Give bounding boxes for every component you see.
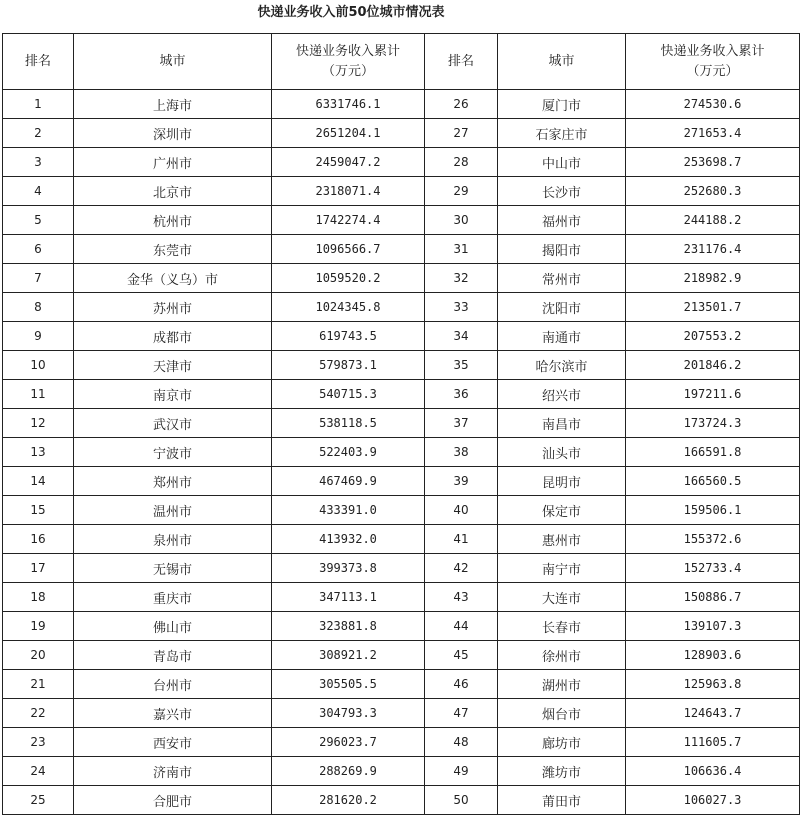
income-cell: 540715.3 <box>272 380 425 409</box>
city-cell: 揭阳市 <box>498 235 626 264</box>
table-row <box>3 670 800 699</box>
table-row <box>3 786 800 815</box>
rank-cell: 42 <box>425 554 498 583</box>
city-cell: 天津市 <box>74 351 272 380</box>
income-cell: 207553.2 <box>626 322 800 351</box>
city-cell: 温州市 <box>74 496 272 525</box>
table-row <box>3 322 800 351</box>
rank-cell: 6 <box>3 235 74 264</box>
income-cell: 347113.1 <box>272 583 425 612</box>
rank-cell: 7 <box>3 264 74 293</box>
rank-cell: 36 <box>425 380 498 409</box>
rank-cell: 29 <box>425 177 498 206</box>
city-cell: 重庆市 <box>74 583 272 612</box>
table-row <box>3 177 800 206</box>
city-cell: 潍坊市 <box>498 757 626 786</box>
table-row <box>3 235 800 264</box>
city-cell: 石家庄市 <box>498 119 626 148</box>
rank-cell: 11 <box>3 380 74 409</box>
table-row <box>3 409 800 438</box>
income-cell: 106636.4 <box>626 757 800 786</box>
header-income-right <box>626 34 800 90</box>
rank-cell: 41 <box>425 525 498 554</box>
city-cell: 廊坊市 <box>498 728 626 757</box>
city-cell: 昆明市 <box>498 467 626 496</box>
city-cell: 上海市 <box>74 90 272 119</box>
income-cell: 173724.3 <box>626 409 800 438</box>
city-cell: 惠州市 <box>498 525 626 554</box>
city-cell: 杭州市 <box>74 206 272 235</box>
city-cell: 哈尔滨市 <box>498 351 626 380</box>
rank-cell: 27 <box>425 119 498 148</box>
table-row <box>3 699 800 728</box>
income-cell: 2318071.4 <box>272 177 425 206</box>
rank-cell: 35 <box>425 351 498 380</box>
header-rank-left: 排名 <box>3 34 74 90</box>
city-cell: 青岛市 <box>74 641 272 670</box>
city-cell: 苏州市 <box>74 293 272 322</box>
header-income-line2: （万元） <box>321 63 374 79</box>
rank-cell: 25 <box>3 786 74 815</box>
city-cell: 南昌市 <box>498 409 626 438</box>
rank-cell: 9 <box>3 322 74 351</box>
rank-cell: 8 <box>3 293 74 322</box>
header-income-left <box>272 34 425 90</box>
city-cell: 武汉市 <box>74 409 272 438</box>
rank-cell: 23 <box>3 728 74 757</box>
income-cell: 166591.8 <box>626 438 800 467</box>
city-cell: 济南市 <box>74 757 272 786</box>
income-cell: 2459047.2 <box>272 148 425 177</box>
income-cell: 467469.9 <box>272 467 425 496</box>
rank-cell: 15 <box>3 496 74 525</box>
city-cell: 广州市 <box>74 148 272 177</box>
income-cell: 579873.1 <box>272 351 425 380</box>
rank-cell: 3 <box>3 148 74 177</box>
income-cell: 128903.6 <box>626 641 800 670</box>
city-cell: 沈阳市 <box>498 293 626 322</box>
city-cell: 嘉兴市 <box>74 699 272 728</box>
table-row <box>3 264 800 293</box>
income-cell: 1096566.7 <box>272 235 425 264</box>
rank-cell: 16 <box>3 525 74 554</box>
rank-cell: 17 <box>3 554 74 583</box>
rank-cell: 14 <box>3 467 74 496</box>
page-title: 快递业务收入前50位城市情况表 <box>257 5 445 20</box>
table-row <box>3 380 800 409</box>
city-cell: 中山市 <box>498 148 626 177</box>
city-cell: 南宁市 <box>498 554 626 583</box>
income-cell: 252680.3 <box>626 177 800 206</box>
income-cell: 231176.4 <box>626 235 800 264</box>
rank-cell: 33 <box>425 293 498 322</box>
city-cell: 佛山市 <box>74 612 272 641</box>
city-cell: 烟台市 <box>498 699 626 728</box>
city-cell: 东莞市 <box>74 235 272 264</box>
income-cell: 619743.5 <box>272 322 425 351</box>
table-row <box>3 438 800 467</box>
income-cell: 281620.2 <box>272 786 425 815</box>
city-cell: 无锡市 <box>74 554 272 583</box>
income-cell: 218982.9 <box>626 264 800 293</box>
city-cell: 成都市 <box>74 322 272 351</box>
city-cell: 福州市 <box>498 206 626 235</box>
rank-cell: 50 <box>425 786 498 815</box>
income-cell: 1059520.2 <box>272 264 425 293</box>
header-income-line2: （万元） <box>686 63 739 79</box>
income-cell: 433391.0 <box>272 496 425 525</box>
income-cell: 197211.6 <box>626 380 800 409</box>
table-row <box>3 583 800 612</box>
rank-cell: 26 <box>425 90 498 119</box>
rank-cell: 19 <box>3 612 74 641</box>
income-cell: 155372.6 <box>626 525 800 554</box>
header-income-line1: 快递业务收入累计 <box>295 43 400 59</box>
rank-cell: 44 <box>425 612 498 641</box>
rank-cell: 31 <box>425 235 498 264</box>
rank-cell: 46 <box>425 670 498 699</box>
income-cell: 125963.8 <box>626 670 800 699</box>
table-row <box>3 728 800 757</box>
table-row <box>3 641 800 670</box>
income-cell: 152733.4 <box>626 554 800 583</box>
table-row <box>3 90 800 119</box>
rank-cell: 10 <box>3 351 74 380</box>
header-income-line1: 快递业务收入累计 <box>660 43 765 59</box>
table-row <box>3 293 800 322</box>
rank-cell: 48 <box>425 728 498 757</box>
income-cell: 6331746.1 <box>272 90 425 119</box>
header-rank-right: 排名 <box>425 34 498 90</box>
rank-cell: 2 <box>3 119 74 148</box>
city-income-table <box>2 33 800 815</box>
city-cell: 保定市 <box>498 496 626 525</box>
city-cell: 常州市 <box>498 264 626 293</box>
header-city-right: 城市 <box>498 34 626 90</box>
city-cell: 汕头市 <box>498 438 626 467</box>
income-cell: 288269.9 <box>272 757 425 786</box>
city-cell: 南京市 <box>74 380 272 409</box>
income-cell: 323881.8 <box>272 612 425 641</box>
rank-cell: 28 <box>425 148 498 177</box>
income-cell: 522403.9 <box>272 438 425 467</box>
rank-cell: 1 <box>3 90 74 119</box>
rank-cell: 5 <box>3 206 74 235</box>
rank-cell: 40 <box>425 496 498 525</box>
city-cell: 南通市 <box>498 322 626 351</box>
table-row <box>3 554 800 583</box>
city-cell: 厦门市 <box>498 90 626 119</box>
rank-cell: 18 <box>3 583 74 612</box>
income-cell: 253698.7 <box>626 148 800 177</box>
city-cell: 西安市 <box>74 728 272 757</box>
city-cell: 大连市 <box>498 583 626 612</box>
table-row <box>3 148 800 177</box>
income-cell: 1024345.8 <box>272 293 425 322</box>
table-row <box>3 351 800 380</box>
income-cell: 213501.7 <box>626 293 800 322</box>
rank-cell: 47 <box>425 699 498 728</box>
income-cell: 308921.2 <box>272 641 425 670</box>
rank-cell: 38 <box>425 438 498 467</box>
rank-cell: 24 <box>3 757 74 786</box>
city-cell: 北京市 <box>74 177 272 206</box>
rank-cell: 30 <box>425 206 498 235</box>
income-cell: 538118.5 <box>272 409 425 438</box>
table-row <box>3 119 800 148</box>
rank-cell: 32 <box>425 264 498 293</box>
rank-cell: 20 <box>3 641 74 670</box>
city-cell: 长沙市 <box>498 177 626 206</box>
header-city-left: 城市 <box>74 34 272 90</box>
rank-cell: 37 <box>425 409 498 438</box>
city-cell: 金华（义乌）市 <box>74 264 272 293</box>
income-cell: 2651204.1 <box>272 119 425 148</box>
income-cell: 1742274.4 <box>272 206 425 235</box>
city-cell: 台州市 <box>74 670 272 699</box>
rank-cell: 13 <box>3 438 74 467</box>
rank-cell: 21 <box>3 670 74 699</box>
rank-cell: 4 <box>3 177 74 206</box>
income-cell: 111605.7 <box>626 728 800 757</box>
income-cell: 413932.0 <box>272 525 425 554</box>
income-cell: 139107.3 <box>626 612 800 641</box>
city-cell: 郑州市 <box>74 467 272 496</box>
rank-cell: 22 <box>3 699 74 728</box>
income-cell: 271653.4 <box>626 119 800 148</box>
city-cell: 宁波市 <box>74 438 272 467</box>
income-cell: 201846.2 <box>626 351 800 380</box>
city-cell: 莆田市 <box>498 786 626 815</box>
rank-cell: 43 <box>425 583 498 612</box>
city-cell: 湖州市 <box>498 670 626 699</box>
city-cell: 深圳市 <box>74 119 272 148</box>
income-cell: 399373.8 <box>272 554 425 583</box>
income-cell: 305505.5 <box>272 670 425 699</box>
income-cell: 244188.2 <box>626 206 800 235</box>
rank-cell: 34 <box>425 322 498 351</box>
table-row <box>3 206 800 235</box>
rank-cell: 39 <box>425 467 498 496</box>
income-cell: 296023.7 <box>272 728 425 757</box>
table-row <box>3 496 800 525</box>
table-row <box>3 757 800 786</box>
rank-cell: 45 <box>425 641 498 670</box>
income-cell: 124643.7 <box>626 699 800 728</box>
rank-cell: 49 <box>425 757 498 786</box>
rank-cell: 12 <box>3 409 74 438</box>
city-cell: 绍兴市 <box>498 380 626 409</box>
income-cell: 274530.6 <box>626 90 800 119</box>
city-cell: 泉州市 <box>74 525 272 554</box>
income-cell: 304793.3 <box>272 699 425 728</box>
header-row <box>3 34 800 90</box>
income-cell: 150886.7 <box>626 583 800 612</box>
table-row <box>3 467 800 496</box>
city-cell: 合肥市 <box>74 786 272 815</box>
table-row <box>3 612 800 641</box>
income-cell: 159506.1 <box>626 496 800 525</box>
city-cell: 长春市 <box>498 612 626 641</box>
table-row <box>3 525 800 554</box>
income-cell: 106027.3 <box>626 786 800 815</box>
city-cell: 徐州市 <box>498 641 626 670</box>
income-cell: 166560.5 <box>626 467 800 496</box>
